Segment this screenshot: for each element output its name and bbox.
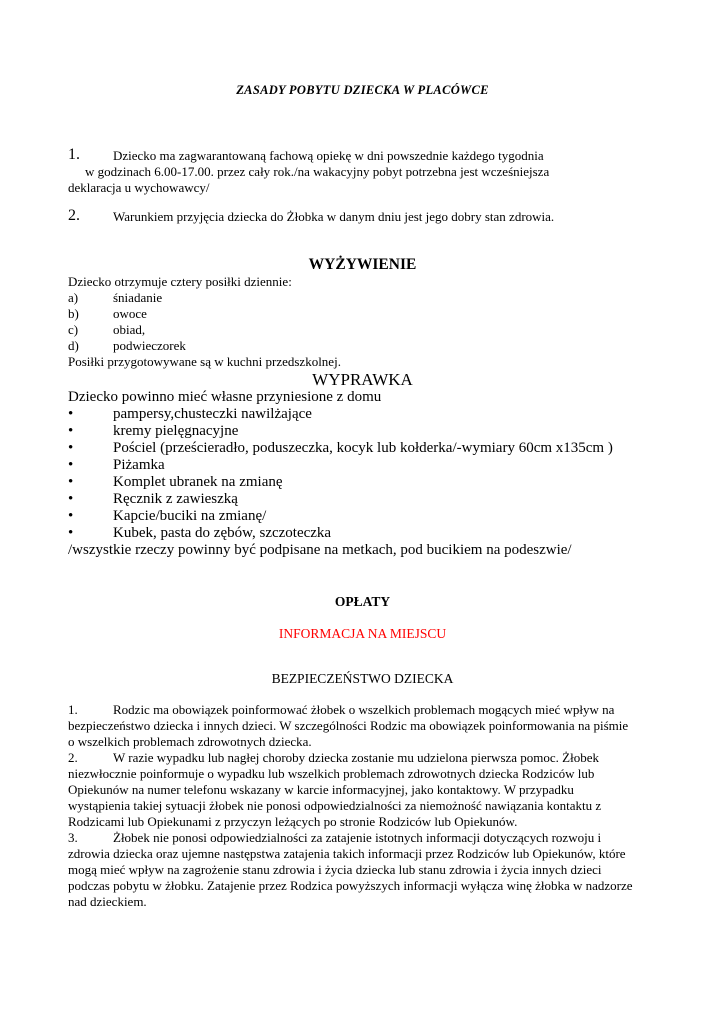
bullet: • — [68, 440, 74, 456]
meal-marker: b) — [68, 306, 79, 321]
safety-paragraph-1-line: Rodzic ma obowiązek poinformować żłobek o wszelkich problemach mogących mieć wpływ na — [113, 702, 615, 717]
meal-marker: c) — [68, 322, 79, 337]
safety-paragraph-2-number: 2. — [68, 750, 78, 765]
meal-item: obiad, — [113, 322, 146, 337]
wyprawka-item: Piżamka — [113, 457, 165, 473]
section-heading-wyzywienie: WYŻYWIENIE — [308, 256, 417, 273]
safety-paragraph-2-line: niezwłocznie poinformuje o wypadku lub wszelkich problemach zdrowotnych dziecka Rodziców lub — [68, 766, 595, 781]
wyzywienie-intro: Dziecko otrzymuje cztery posiłki dziennie: — [68, 274, 292, 289]
safety-paragraph-1-line: bezpieczeństwo dziecka i innych dzieci. W szczególności Rodzic ma obowiązek poinformowania na piśmie — [68, 718, 629, 733]
wyprawka-intro: Dziecko powinno mieć własne przyniesione z domu — [68, 389, 382, 405]
wyprawka-item: Pościel (prześcieradło, poduszeczka, kocyk lub kołderka/-wymiary 60cm x135cm ) — [113, 440, 613, 456]
meal-item: podwieczorek — [113, 338, 186, 353]
section-heading-oplaty: OPŁATY — [334, 594, 391, 609]
meal-item: owoce — [113, 306, 147, 321]
bullet: • — [68, 525, 74, 541]
rule-2-line-1: Warunkiem przyjęcia dziecka do Żłobka w danym dniu jest jego dobry stan zdrowia. — [113, 209, 555, 224]
wyprawka-item: pampersy,chusteczki nawilżające — [113, 406, 312, 422]
rule-1-line-1: Dziecko ma zagwarantowaną fachową opiekę w dni powszednie każdego tygodnia — [113, 148, 544, 163]
wyprawka-item: kremy pielęgnacyjne — [113, 423, 239, 439]
bullet: • — [68, 457, 74, 473]
bullet: • — [68, 508, 74, 524]
safety-paragraph-1-line: o wszelkich problemach zdrowotnych dziecka. — [68, 734, 312, 749]
safety-paragraph-3-number: 3. — [68, 830, 78, 845]
rule-1-line-3: deklaracja u wychowawcy/ — [68, 180, 210, 195]
section-heading-wyprawka: WYPRAWKA — [312, 370, 413, 389]
meal-item: śniadanie — [113, 290, 163, 305]
bullet: • — [68, 491, 74, 507]
safety-paragraph-2-line: W razie wypadku lub nagłej choroby dziecka zostanie mu udzielona pierwsza pomoc. Żłobek — [113, 750, 600, 765]
document-title: ZASADY POBYTU DZIECKA W PLACÓWCE — [236, 83, 489, 97]
rule-1-number: 1. — [68, 146, 80, 163]
bullet: • — [68, 474, 74, 490]
wyprawka-item: Komplet ubranek na zmianę — [113, 474, 283, 490]
section-heading-bezpieczenstwo: BEZPIECZEŃSTWO DZIECKA — [271, 671, 454, 686]
wyprawka-item: Kubek, pasta do zębów, szczoteczka — [113, 525, 332, 541]
wyprawka-item: Kapcie/buciki na zmianę/ — [113, 508, 267, 524]
safety-paragraph-3-line: nad dzieckiem. — [68, 894, 147, 909]
safety-paragraph-3-line: mogą mieć wpływ na zagrożenie stanu zdrowia i życia dziecka lub stanu zdrowia i życia innych dzieci — [68, 862, 602, 877]
safety-paragraph-2-line: wystąpienia takiej sytuacji żłobek nie ponosi odpowiedzialności za niemożność nawiązania kontaktu z — [68, 798, 602, 813]
rule-1-line-2: w godzinach 6.00-17.00. przez cały rok./na wakacyjny pobyt potrzebna jest wcześniejsza — [85, 164, 550, 179]
safety-paragraph-2-line: Rodzicami lub Opiekunami z przyczyn leżących po stronie Rodziców lub Opiekunów. — [68, 814, 518, 829]
meal-marker: a) — [68, 290, 79, 305]
meal-marker: d) — [68, 338, 79, 353]
oplaty-info: INFORMACJA NA MIEJSCU — [278, 626, 447, 641]
wyzywienie-note: Posiłki przygotowywane są w kuchni przedszkolnej. — [68, 354, 341, 369]
wyprawka-note: /wszystkie rzeczy powinny być podpisane na metkach, pod bucikiem na podeszwie/ — [68, 542, 572, 558]
bullet: • — [68, 423, 74, 439]
safety-paragraph-3-line: Żłobek nie ponosi odpowiedzialności za zatajenie istotnych informacji dotyczących rozwoju i — [113, 830, 602, 845]
wyprawka-item: Ręcznik z zawieszką — [113, 491, 238, 507]
safety-paragraph-1-number: 1. — [68, 702, 78, 717]
rule-2-number: 2. — [68, 207, 80, 224]
safety-paragraph-3-line: podczas pobytu w żłobku. Zatajenie przez Rodzica powyższych informacji wyłącza winę żłobka w nadzorze — [68, 878, 633, 893]
bullet: • — [68, 406, 74, 422]
safety-paragraph-2-line: Opiekunów na numer telefonu wskazany w karcie informacyjnej, jako kontaktowy. W przypadku — [68, 782, 574, 797]
safety-paragraph-3-line: zdrowia dziecka oraz ujemne następstwa zatajenia takich informacji przez Rodziców lub Opiekunów, które — [68, 846, 626, 861]
